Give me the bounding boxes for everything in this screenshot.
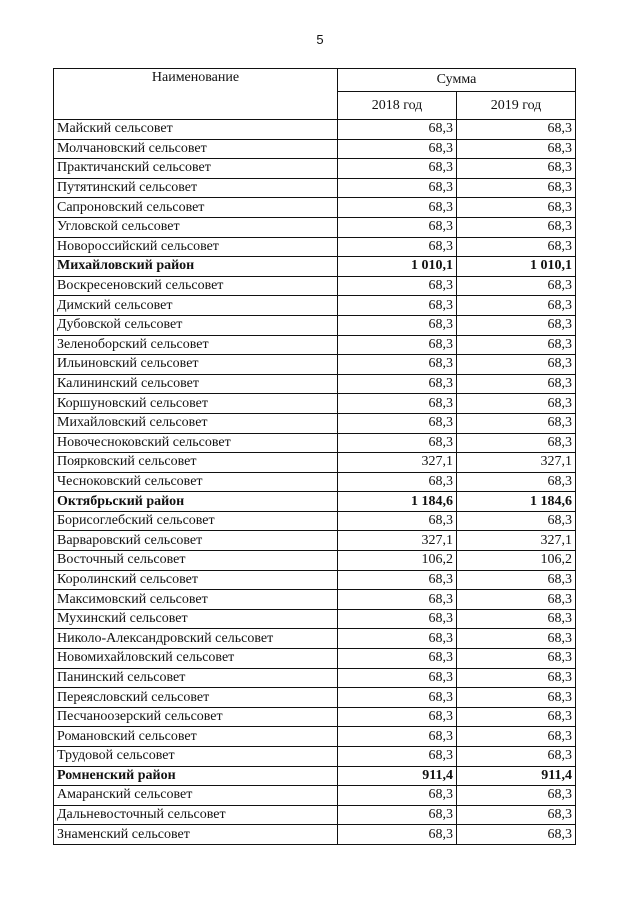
table-row bbox=[54, 139, 576, 159]
row-value-2019: 911,4 bbox=[457, 766, 576, 786]
row-value-2019: 68,3 bbox=[457, 335, 576, 355]
row-value-2018: 68,3 bbox=[338, 413, 457, 433]
row-value-2019: 68,3 bbox=[457, 139, 576, 159]
row-name: Королинский сельсовет bbox=[54, 570, 338, 590]
row-value-2019: 68,3 bbox=[457, 570, 576, 590]
row-value-2019: 1 010,1 bbox=[457, 257, 576, 277]
row-name: Майский сельсовет bbox=[54, 120, 338, 140]
row-name: Переясловский сельсовет bbox=[54, 688, 338, 708]
table-row bbox=[54, 315, 576, 335]
row-value-2019: 68,3 bbox=[457, 609, 576, 629]
row-name: Октябрьский район bbox=[54, 492, 338, 512]
row-name: Песчаноозерский сельсовет bbox=[54, 707, 338, 727]
table-row bbox=[54, 570, 576, 590]
row-value-2019: 68,3 bbox=[457, 433, 576, 453]
table-row bbox=[54, 825, 576, 845]
row-value-2019: 68,3 bbox=[457, 355, 576, 375]
row-value-2019: 68,3 bbox=[457, 120, 576, 140]
row-value-2019: 68,3 bbox=[457, 747, 576, 767]
row-value-2018: 68,3 bbox=[338, 472, 457, 492]
row-name: Дальневосточный сельсовет bbox=[54, 805, 338, 825]
row-value-2019: 68,3 bbox=[457, 511, 576, 531]
row-value-2018: 1 184,6 bbox=[338, 492, 457, 512]
row-name: Путятинский сельсовет bbox=[54, 178, 338, 198]
row-value-2018: 68,3 bbox=[338, 433, 457, 453]
row-name: Коршуновский сельсовет bbox=[54, 394, 338, 414]
row-value-2019: 68,3 bbox=[457, 668, 576, 688]
row-value-2019: 68,3 bbox=[457, 198, 576, 218]
row-name: Калининский сельсовет bbox=[54, 374, 338, 394]
row-value-2019: 68,3 bbox=[457, 159, 576, 179]
header-name: Наименование bbox=[54, 69, 338, 120]
row-name: Новочесноковский сельсовет bbox=[54, 433, 338, 453]
row-value-2019: 68,3 bbox=[457, 825, 576, 845]
row-name: Ильиновский сельсовет bbox=[54, 355, 338, 375]
table-row bbox=[54, 394, 576, 414]
table-row bbox=[54, 159, 576, 179]
row-value-2019: 68,3 bbox=[457, 394, 576, 414]
district-total-row bbox=[54, 766, 576, 786]
table-row bbox=[54, 609, 576, 629]
table-row bbox=[54, 237, 576, 257]
row-value-2018: 68,3 bbox=[338, 178, 457, 198]
row-name: Знаменский сельсовет bbox=[54, 825, 338, 845]
header-row-top bbox=[54, 69, 576, 92]
table-row bbox=[54, 276, 576, 296]
row-value-2018: 68,3 bbox=[338, 629, 457, 649]
row-value-2019: 68,3 bbox=[457, 315, 576, 335]
row-value-2019: 68,3 bbox=[457, 472, 576, 492]
row-name: Варваровский сельсовет bbox=[54, 531, 338, 551]
table-row bbox=[54, 355, 576, 375]
row-value-2018: 68,3 bbox=[338, 315, 457, 335]
row-name: Романовский сельсовет bbox=[54, 727, 338, 747]
table-row bbox=[54, 649, 576, 669]
row-value-2018: 68,3 bbox=[338, 570, 457, 590]
table-row bbox=[54, 531, 576, 551]
row-name: Чесноковский сельсовет bbox=[54, 472, 338, 492]
row-value-2018: 68,3 bbox=[338, 786, 457, 806]
row-name: Дубовской сельсовет bbox=[54, 315, 338, 335]
table-row bbox=[54, 707, 576, 727]
table-row bbox=[54, 374, 576, 394]
table-row bbox=[54, 747, 576, 767]
row-value-2019: 68,3 bbox=[457, 217, 576, 237]
row-name: Михайловский сельсовет bbox=[54, 413, 338, 433]
row-name: Максимовский сельсовет bbox=[54, 590, 338, 610]
row-value-2018: 327,1 bbox=[338, 531, 457, 551]
table-row bbox=[54, 786, 576, 806]
table-row bbox=[54, 335, 576, 355]
table-row bbox=[54, 668, 576, 688]
row-value-2018: 68,3 bbox=[338, 590, 457, 610]
table-row bbox=[54, 590, 576, 610]
table-row bbox=[54, 551, 576, 571]
row-value-2018: 68,3 bbox=[338, 276, 457, 296]
row-value-2018: 327,1 bbox=[338, 453, 457, 473]
row-value-2018: 68,3 bbox=[338, 374, 457, 394]
row-value-2018: 68,3 bbox=[338, 237, 457, 257]
table-row bbox=[54, 688, 576, 708]
row-value-2019: 68,3 bbox=[457, 727, 576, 747]
row-name: Николо-Александровский сельсовет bbox=[54, 629, 338, 649]
row-name: Поярковский сельсовет bbox=[54, 453, 338, 473]
row-name: Сапроновский сельсовет bbox=[54, 198, 338, 218]
row-value-2019: 68,3 bbox=[457, 237, 576, 257]
row-name: Димский сельсовет bbox=[54, 296, 338, 316]
row-name: Воскресеновский сельсовет bbox=[54, 276, 338, 296]
row-value-2018: 68,3 bbox=[338, 727, 457, 747]
row-value-2018: 68,3 bbox=[338, 511, 457, 531]
table-row bbox=[54, 629, 576, 649]
table-row bbox=[54, 296, 576, 316]
row-name: Угловской сельсовет bbox=[54, 217, 338, 237]
row-value-2019: 106,2 bbox=[457, 551, 576, 571]
row-value-2019: 68,3 bbox=[457, 786, 576, 806]
page-number: 5 bbox=[316, 32, 324, 47]
row-value-2018: 68,3 bbox=[338, 355, 457, 375]
row-name: Михайловский район bbox=[54, 257, 338, 277]
table-row bbox=[54, 178, 576, 198]
row-value-2018: 68,3 bbox=[338, 296, 457, 316]
row-value-2018: 68,3 bbox=[338, 335, 457, 355]
row-name: Амаранский сельсовет bbox=[54, 786, 338, 806]
table-row bbox=[54, 453, 576, 473]
district-total-row bbox=[54, 492, 576, 512]
row-value-2019: 68,3 bbox=[457, 296, 576, 316]
row-name: Борисоглебский сельсовет bbox=[54, 511, 338, 531]
table-body bbox=[54, 120, 576, 845]
row-value-2019: 68,3 bbox=[457, 374, 576, 394]
row-name: Восточный сельсовет bbox=[54, 551, 338, 571]
row-name: Новороссийский сельсовет bbox=[54, 237, 338, 257]
row-value-2018: 68,3 bbox=[338, 217, 457, 237]
row-name: Трудовой сельсовет bbox=[54, 747, 338, 767]
row-value-2018: 68,3 bbox=[338, 668, 457, 688]
row-value-2018: 68,3 bbox=[338, 609, 457, 629]
row-value-2018: 68,3 bbox=[338, 159, 457, 179]
row-value-2018: 68,3 bbox=[338, 805, 457, 825]
budget-table bbox=[53, 68, 576, 845]
row-value-2018: 68,3 bbox=[338, 747, 457, 767]
table-row bbox=[54, 413, 576, 433]
row-value-2018: 68,3 bbox=[338, 825, 457, 845]
header-year-2018: 2018 год bbox=[338, 92, 457, 120]
row-name: Зеленоборский сельсовет bbox=[54, 335, 338, 355]
row-value-2019: 68,3 bbox=[457, 707, 576, 727]
row-value-2018: 68,3 bbox=[338, 394, 457, 414]
district-total-row bbox=[54, 257, 576, 277]
table-row bbox=[54, 511, 576, 531]
row-name: Мухинский сельсовет bbox=[54, 609, 338, 629]
table-row bbox=[54, 198, 576, 218]
row-value-2018: 68,3 bbox=[338, 649, 457, 669]
row-value-2019: 68,3 bbox=[457, 178, 576, 198]
row-value-2019: 327,1 bbox=[457, 453, 576, 473]
table-row bbox=[54, 805, 576, 825]
row-value-2018: 68,3 bbox=[338, 707, 457, 727]
row-value-2019: 68,3 bbox=[457, 276, 576, 296]
table-header bbox=[54, 69, 576, 120]
table-row bbox=[54, 120, 576, 140]
row-name: Молчановский сельсовет bbox=[54, 139, 338, 159]
row-value-2019: 68,3 bbox=[457, 688, 576, 708]
row-value-2019: 68,3 bbox=[457, 805, 576, 825]
row-value-2019: 68,3 bbox=[457, 590, 576, 610]
row-value-2018: 1 010,1 bbox=[338, 257, 457, 277]
table-row bbox=[54, 433, 576, 453]
table-row bbox=[54, 217, 576, 237]
row-value-2019: 1 184,6 bbox=[457, 492, 576, 512]
row-value-2018: 106,2 bbox=[338, 551, 457, 571]
row-name: Панинский сельсовет bbox=[54, 668, 338, 688]
row-value-2018: 68,3 bbox=[338, 120, 457, 140]
row-value-2019: 327,1 bbox=[457, 531, 576, 551]
row-value-2019: 68,3 bbox=[457, 649, 576, 669]
row-name: Новомихайловский сельсовет bbox=[54, 649, 338, 669]
row-name: Практичанский сельсовет bbox=[54, 159, 338, 179]
row-value-2019: 68,3 bbox=[457, 413, 576, 433]
row-name: Ромненский район bbox=[54, 766, 338, 786]
table-row bbox=[54, 727, 576, 747]
row-value-2018: 68,3 bbox=[338, 198, 457, 218]
row-value-2018: 911,4 bbox=[338, 766, 457, 786]
header-sum: Сумма bbox=[338, 69, 576, 92]
header-year-2019: 2019 год bbox=[457, 92, 576, 120]
row-value-2018: 68,3 bbox=[338, 139, 457, 159]
table-row bbox=[54, 472, 576, 492]
row-value-2019: 68,3 bbox=[457, 629, 576, 649]
row-value-2018: 68,3 bbox=[338, 688, 457, 708]
